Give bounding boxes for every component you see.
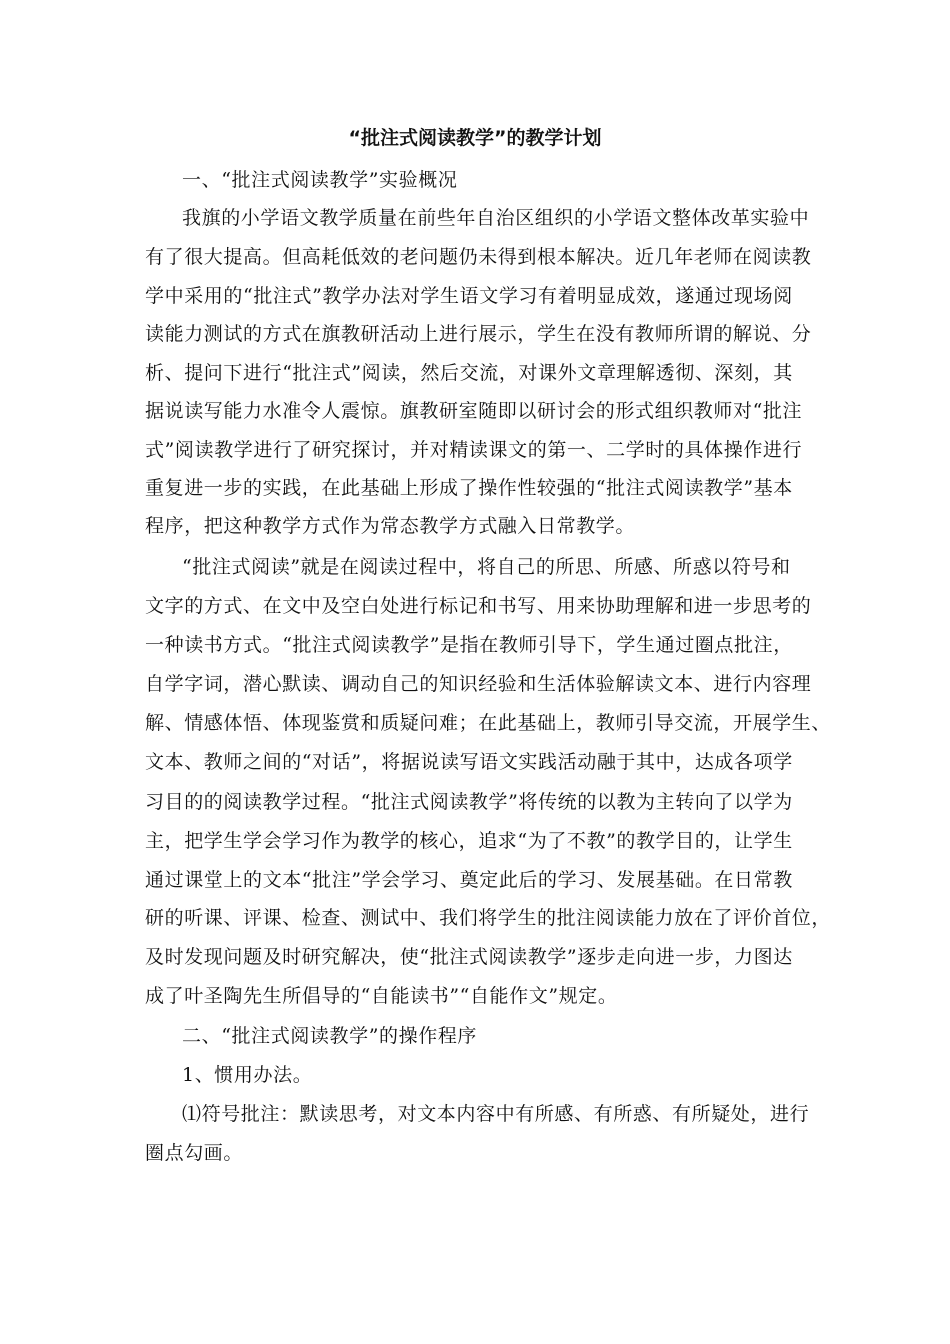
paragraph-line: 重复进一步的实践，在此基础上形成了操作性较强的“批注式阅读教学”基本 <box>145 477 793 499</box>
paragraph-line: 成了叶圣陶先生所倡导的“自能读书”“自能作文”规定。 <box>145 985 618 1007</box>
paragraph-line: 解、情感体悟、体现鉴赏和质疑问难；在此基础上，教师引导交流，开展学生、 <box>145 712 832 734</box>
paragraph-line: 读能力测试的方式在旗教研活动上进行展示，学生在没有教师所谓的解说、分 <box>145 323 812 345</box>
paragraph-line: ⑴符号批注：默读思考，对文本内容中有所感、有所惑、有所疑处，进行 <box>182 1103 810 1125</box>
paragraph-line: 及时发现问题及时研究解决，使“批注式阅读教学”逐步走向进一步，力图达 <box>145 946 793 968</box>
document-title: “批注式阅读教学”的教学计划 <box>348 127 602 149</box>
paragraph-line: 我旗的小学语文教学质量在前些年自治区组织的小学语文整体改革实验中 <box>182 207 810 229</box>
paragraph-line: 析、提问下进行“批注式”阅读，然后交流，对课外文章理解透彻、深刻，其 <box>145 362 793 384</box>
paragraph-line: 主，把学生学会学习作为教学的核心，追求“为了不教”的教学目的，让学生 <box>145 830 793 852</box>
paragraph-line: 据说读写能力水准令人震惊。旗教研室随即以研讨会的形式组织教师对“批注 <box>145 400 803 422</box>
paragraph-line: 研的听课、评课、检查、测试中、我们将学生的批注阅读能力放在了评价首位， <box>145 907 832 929</box>
section-heading-2: 二、“批注式阅读教学”的操作程序 <box>182 1025 478 1047</box>
paragraph-line: 习目的的阅读教学过程。“批注式阅读教学”将传统的以教为主转向了以学为 <box>145 791 793 813</box>
paragraph-line: 文字的方式、在文中及空白处进行标记和书写、用来协助理解和进一步思考的 <box>145 595 812 617</box>
paragraph-line: 学中采用的“批注式”教学办法对学生语文学习有着明显成效，遂通过现场阅 <box>145 285 793 307</box>
paragraph-line: “批注式阅读”就是在阅读过程中，将自己的所思、所感、所惑以符号和 <box>182 556 791 578</box>
paragraph-line: 有了很大提高。但高耗低效的老问题仍未得到根本解决。近几年老师在阅读教 <box>145 246 812 268</box>
paragraph-line: 自学字词，潜心默读、调动自己的知识经验和生活体验解读文本、进行内容理 <box>145 673 812 695</box>
subsection-heading: 1、惯用办法。 <box>182 1064 313 1086</box>
paragraph-line: 式”阅读教学进行了研究探讨，并对精读课文的第一、二学时的具体操作进行 <box>145 439 803 461</box>
paragraph-line: 圈点勾画。 <box>145 1142 244 1164</box>
paragraph-line: 文本、教师之间的“对话”，将据说读写语文实践活动融于其中，达成各项学 <box>145 751 793 773</box>
section-heading-1: 一、“批注式阅读教学”实验概况 <box>182 169 458 191</box>
paragraph-line: 程序，把这种教学方式作为常态教学方式融入日常教学。 <box>145 515 636 537</box>
paragraph-line: 一种读书方式。“批注式阅读教学”是指在教师引导下，学生通过圈点批注， <box>145 634 793 656</box>
paragraph-line: 通过课堂上的文本“批注”学会学习、奠定此后的学习、发展基础。在日常教 <box>145 869 793 891</box>
